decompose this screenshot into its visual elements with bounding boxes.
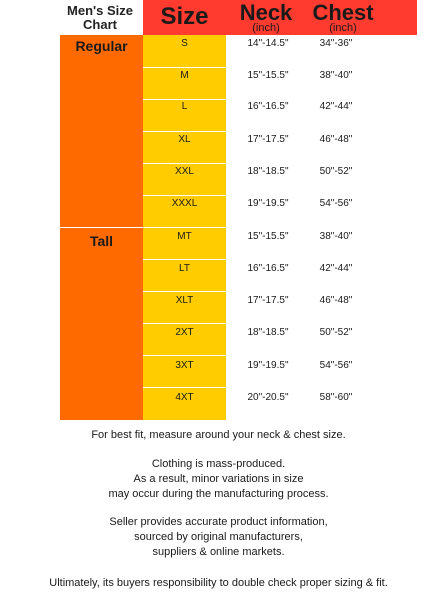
size-cell: XXXL: [171, 198, 198, 209]
neck-cell: 18"-18.5": [247, 166, 289, 177]
neck-cell: 15"-15.5": [247, 231, 289, 242]
row-divider: [143, 259, 226, 260]
fit-note: For best fit, measure around your neck & chest size.: [91, 429, 346, 441]
mass-note-line2: As a result, minor variations in size: [133, 473, 304, 485]
row-divider: [143, 387, 226, 388]
neck-cell: 14"-14.5": [247, 38, 289, 49]
chest-cell: 58"-60": [319, 392, 353, 403]
row-divider: [143, 323, 226, 324]
row-divider: [143, 355, 226, 356]
row-divider: [143, 67, 226, 68]
section-tall-label: Tall: [89, 233, 114, 249]
header-chest-unit: (inch): [329, 22, 357, 34]
mass-note-line3: may occur during the manufacturing process.: [108, 488, 329, 500]
neck-cell: 17"-17.5": [247, 134, 289, 145]
seller-note-line1: Seller provides accurate product information,: [109, 516, 328, 528]
header-neck-label: Neck: [239, 0, 293, 25]
size-cell: LT: [179, 263, 190, 274]
size-cell: XXL: [175, 166, 194, 177]
chest-cell: 50"-52": [319, 327, 353, 338]
chest-cell: 46"-48": [319, 295, 353, 306]
size-cell: XLT: [175, 295, 194, 306]
final-note: Ultimately, its buyers responsibility to double check proper sizing & fit.: [49, 577, 388, 589]
chest-cell: 54"-56": [319, 360, 353, 371]
header-neck: [229, 0, 303, 35]
row-divider: [143, 291, 226, 292]
header-neck-unit: (inch): [252, 22, 280, 34]
section-regular-label: Regular: [75, 38, 128, 54]
header-chest-label: Chest: [312, 0, 374, 25]
row-divider: [143, 195, 226, 196]
size-cell: XL: [178, 134, 191, 145]
header-chest: [306, 0, 380, 35]
row-divider: [143, 163, 226, 164]
chest-cell: 46"-48": [319, 134, 353, 145]
chest-cell: 38"-40": [319, 70, 353, 81]
section-regular: [60, 35, 143, 227]
neck-cell: 18"-18.5": [247, 327, 289, 338]
size-cell: 4XT: [175, 392, 194, 403]
size-cell: 2XT: [175, 327, 194, 338]
chest-cell: 50"-52": [319, 166, 353, 177]
row-divider: [143, 99, 226, 100]
header-size: [143, 0, 226, 35]
neck-cell: 16"-16.5": [247, 263, 289, 274]
row-divider: [143, 227, 226, 228]
chart-title-line2: Chart: [83, 17, 117, 32]
size-cell: MT: [177, 231, 192, 242]
size-cell: L: [181, 101, 188, 112]
chart-title: [60, 0, 140, 35]
chest-cell: 38"-40": [319, 231, 353, 242]
chest-cell: 42"-44": [319, 263, 353, 274]
neck-cell: 15"-15.5": [247, 70, 289, 81]
table-header: [143, 0, 417, 35]
neck-cell: 20"-20.5": [247, 392, 289, 403]
chest-cell: 54"-56": [319, 198, 353, 209]
size-cell: 3XT: [175, 360, 194, 371]
neck-cell: 16"-16.5": [247, 101, 289, 112]
neck-cell: 19"-19.5": [247, 360, 289, 371]
neck-cell: 17"-17.5": [247, 295, 289, 306]
neck-cell: 19"-19.5": [247, 198, 289, 209]
mass-note-line1: Clothing is mass-produced.: [151, 458, 286, 470]
chart-title-line1: Men's Size: [67, 3, 133, 18]
row-divider: [143, 131, 226, 132]
section-tall: [60, 228, 143, 420]
seller-note-line3: suppliers & online markets.: [152, 546, 285, 558]
size-cell: S: [181, 38, 188, 49]
header-size-label: Size: [160, 3, 209, 30]
chest-cell: 42"-44": [319, 101, 353, 112]
seller-note-line2: sourced by original manufacturers,: [134, 531, 303, 543]
size-cell: M: [180, 70, 189, 81]
chest-cell: 34"-36": [319, 38, 353, 49]
